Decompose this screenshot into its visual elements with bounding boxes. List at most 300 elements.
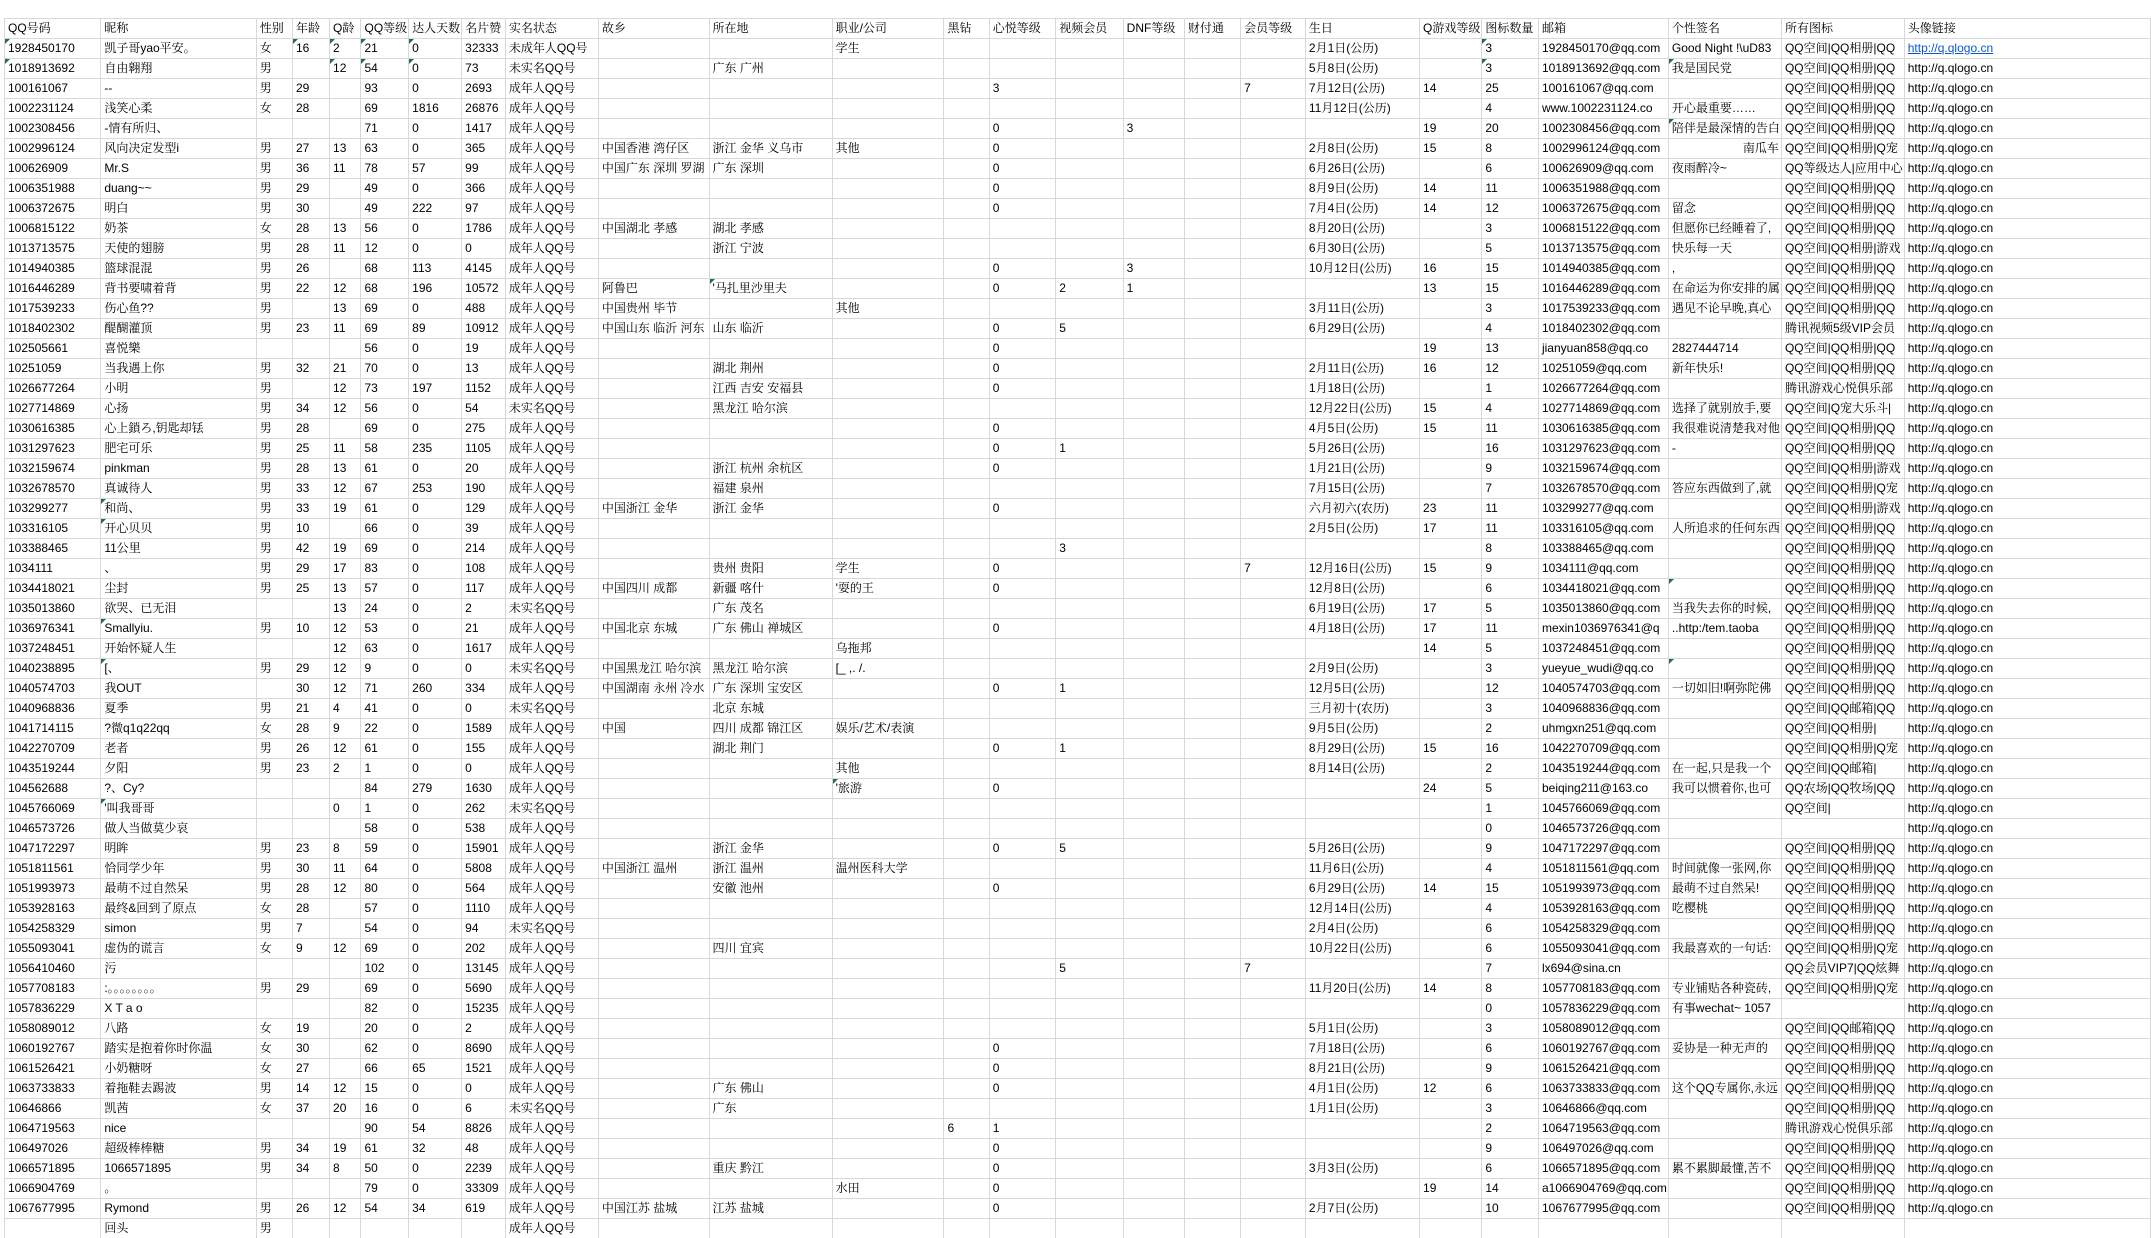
cell-hometown[interactable] xyxy=(598,799,709,819)
cell-caifutong[interactable] xyxy=(1184,979,1240,999)
cell-heizuan[interactable] xyxy=(944,39,989,59)
column-header-signature[interactable]: 个性签名 xyxy=(1668,19,1781,39)
cell-qgame-level[interactable] xyxy=(1420,1099,1482,1119)
cell-email[interactable]: 103316105@qq.com xyxy=(1538,519,1668,539)
cell-caifutong[interactable] xyxy=(1184,1219,1240,1238)
cell-nickname[interactable]: 踏实是抱着你时你温 xyxy=(101,1039,256,1059)
cell-gender[interactable] xyxy=(256,599,292,619)
cell-hometown[interactable]: 中国湖南 永州 冷水 xyxy=(598,679,709,699)
cell-email[interactable]: 1006351988@qq.com xyxy=(1538,179,1668,199)
cell-qqlevel[interactable]: 54 xyxy=(361,919,409,939)
cell-heizuan[interactable] xyxy=(944,759,989,779)
cell-qqlevel[interactable]: 50 xyxy=(361,1159,409,1179)
cell-job-company[interactable] xyxy=(832,159,944,179)
cell-hometown[interactable] xyxy=(598,259,709,279)
cell-video-vip[interactable] xyxy=(1056,639,1123,659)
cell-qgame-level[interactable]: 23 xyxy=(1420,499,1482,519)
cell-nickname[interactable]: 凯茜 xyxy=(101,1099,256,1119)
cell-icon-count[interactable]: 11 xyxy=(1482,419,1539,439)
cell-icon-count[interactable]: 14 xyxy=(1482,1179,1539,1199)
cell-nickname[interactable]: 最终&回到了原点 xyxy=(101,899,256,919)
cell-location[interactable]: 广东 佛山 xyxy=(709,1079,832,1099)
cell-qage[interactable]: 0 xyxy=(330,799,361,819)
cell-avatar-link[interactable]: http://q.qlogo.cn xyxy=(1904,679,2150,699)
cell-video-vip[interactable] xyxy=(1056,599,1123,619)
cell-age[interactable] xyxy=(292,799,329,819)
cell-age[interactable]: 33 xyxy=(292,499,329,519)
cell-gender[interactable]: 男 xyxy=(256,279,292,299)
cell-qage[interactable]: 12 xyxy=(330,639,361,659)
cell-hometown[interactable]: 中国 xyxy=(598,719,709,739)
cell-dnf-level[interactable] xyxy=(1123,1119,1184,1139)
cell-heizuan[interactable] xyxy=(944,1099,989,1119)
cell-gender[interactable]: 女 xyxy=(256,939,292,959)
cell-signature[interactable] xyxy=(1668,959,1781,979)
cell-all-icons[interactable]: QQ空间|QQ相册|QQ xyxy=(1781,639,1904,659)
cell-daren-days[interactable]: 65 xyxy=(409,1059,462,1079)
cell-job-company[interactable] xyxy=(832,59,944,79)
cell-job-company[interactable]: 其他 xyxy=(832,139,944,159)
cell-job-company[interactable] xyxy=(832,479,944,499)
cell-qgame-level[interactable]: 19 xyxy=(1420,1179,1482,1199)
cell-video-vip[interactable] xyxy=(1056,1059,1123,1079)
cell-gender[interactable]: 男 xyxy=(256,1079,292,1099)
cell-qq[interactable]: 1063733833 xyxy=(5,1079,101,1099)
cell-job-company[interactable] xyxy=(832,899,944,919)
cell-hometown[interactable] xyxy=(598,639,709,659)
cell-vip-level[interactable] xyxy=(1241,899,1306,919)
cell-nickname[interactable]: 肥宅可乐 xyxy=(101,439,256,459)
cell-icon-count[interactable]: 16 xyxy=(1482,739,1539,759)
cell-qqlevel[interactable]: 71 xyxy=(361,119,409,139)
cell-email[interactable]: www.1002231124.co xyxy=(1538,99,1668,119)
cell-video-vip[interactable] xyxy=(1056,579,1123,599)
cell-age[interactable]: 27 xyxy=(292,139,329,159)
cell-vip-level[interactable] xyxy=(1241,1039,1306,1059)
cell-signature[interactable]: 我最喜欢的一句话: xyxy=(1668,939,1781,959)
cell-card-likes[interactable]: 6 xyxy=(462,1099,506,1119)
cell-all-icons[interactable]: QQ空间|QQ相册|QQ xyxy=(1781,859,1904,879)
cell-birthday[interactable]: 7月12日(公历) xyxy=(1305,79,1419,99)
cell-xinyue-level[interactable]: 3 xyxy=(989,79,1056,99)
cell-xinyue-level[interactable] xyxy=(989,639,1056,659)
cell-job-company[interactable] xyxy=(832,279,944,299)
cell-vip-level[interactable] xyxy=(1241,1159,1306,1179)
cell-qq[interactable]: 1040574703 xyxy=(5,679,101,699)
cell-email[interactable]: yueyue_wudi@qq.co xyxy=(1538,659,1668,679)
cell-gender[interactable]: 男 xyxy=(256,1139,292,1159)
cell-age[interactable]: 29 xyxy=(292,79,329,99)
cell-location[interactable] xyxy=(709,519,832,539)
cell-all-icons[interactable]: QQ空间|QQ相册|QQ xyxy=(1781,1079,1904,1099)
cell-qgame-level[interactable]: 14 xyxy=(1420,639,1482,659)
cell-qq[interactable]: 1928450170 xyxy=(5,39,101,59)
cell-qqlevel[interactable]: 58 xyxy=(361,819,409,839)
cell-heizuan[interactable] xyxy=(944,1039,989,1059)
cell-email[interactable]: 100626909@qq.com xyxy=(1538,159,1668,179)
cell-gender[interactable]: 男 xyxy=(256,659,292,679)
cell-dnf-level[interactable] xyxy=(1123,439,1184,459)
cell-qgame-level[interactable]: 16 xyxy=(1420,359,1482,379)
cell-caifutong[interactable] xyxy=(1184,479,1240,499)
cell-card-likes[interactable]: 10912 xyxy=(462,319,506,339)
cell-avatar-link[interactable]: http://q.qlogo.cn xyxy=(1904,119,2150,139)
cell-email[interactable]: 1013713575@qq.com xyxy=(1538,239,1668,259)
cell-qage[interactable] xyxy=(330,919,361,939)
column-header-qqlevel[interactable]: QQ等级 xyxy=(361,19,409,39)
cell-icon-count[interactable]: 3 xyxy=(1482,699,1539,719)
cell-qq[interactable]: 1042270709 xyxy=(5,739,101,759)
cell-job-company[interactable] xyxy=(832,259,944,279)
cell-email[interactable]: 1054258329@qq.com xyxy=(1538,919,1668,939)
cell-all-icons[interactable]: QQ空间|QQ相册|QQ xyxy=(1781,619,1904,639)
cell-birthday[interactable]: 12月22日(公历) xyxy=(1305,399,1419,419)
cell-nickname[interactable]: ?、Cy? xyxy=(101,779,256,799)
cell-gender[interactable]: 男 xyxy=(256,79,292,99)
cell-birthday[interactable]: 2月4日(公历) xyxy=(1305,919,1419,939)
cell-card-likes[interactable]: 94 xyxy=(462,919,506,939)
cell-card-likes[interactable]: 2693 xyxy=(462,79,506,99)
cell-nickname[interactable]: 浅笑心柔 xyxy=(101,99,256,119)
cell-dnf-level[interactable] xyxy=(1123,1099,1184,1119)
cell-qq[interactable] xyxy=(5,1219,101,1238)
cell-age[interactable]: 29 xyxy=(292,659,329,679)
cell-gender[interactable]: 男 xyxy=(256,359,292,379)
cell-qgame-level[interactable] xyxy=(1420,459,1482,479)
cell-dnf-level[interactable] xyxy=(1123,399,1184,419)
cell-caifutong[interactable] xyxy=(1184,1199,1240,1219)
cell-qgame-level[interactable] xyxy=(1420,539,1482,559)
cell-realname-status[interactable]: 成年人QQ号 xyxy=(505,579,598,599)
cell-hometown[interactable] xyxy=(598,1179,709,1199)
cell-icon-count[interactable]: 3 xyxy=(1482,659,1539,679)
cell-video-vip[interactable] xyxy=(1056,1199,1123,1219)
cell-qage[interactable]: 13 xyxy=(330,219,361,239)
cell-xinyue-level[interactable] xyxy=(989,899,1056,919)
cell-location[interactable]: 湖北 荆州 xyxy=(709,359,832,379)
cell-dnf-level[interactable] xyxy=(1123,459,1184,479)
cell-age[interactable]: 29 xyxy=(292,179,329,199)
cell-dnf-level[interactable] xyxy=(1123,519,1184,539)
cell-avatar-link[interactable]: http://q.qlogo.cn xyxy=(1904,479,2150,499)
cell-all-icons[interactable]: QQ空间|QQ相册|游戏 xyxy=(1781,239,1904,259)
cell-location[interactable] xyxy=(709,799,832,819)
cell-daren-days[interactable]: 235 xyxy=(409,439,462,459)
cell-qq[interactable]: 1017539233 xyxy=(5,299,101,319)
cell-heizuan[interactable] xyxy=(944,539,989,559)
cell-vip-level[interactable] xyxy=(1241,1059,1306,1079)
cell-signature[interactable]: 一切如旧!啊弥陀佛 xyxy=(1668,679,1781,699)
cell-age[interactable] xyxy=(292,779,329,799)
cell-job-company[interactable] xyxy=(832,199,944,219)
cell-gender[interactable]: 男 xyxy=(256,699,292,719)
cell-qqlevel[interactable]: 69 xyxy=(361,419,409,439)
cell-caifutong[interactable] xyxy=(1184,1159,1240,1179)
cell-xinyue-level[interactable]: 0 xyxy=(989,839,1056,859)
cell-nickname[interactable]: 小明 xyxy=(101,379,256,399)
cell-nickname[interactable]: 当我遇上你 xyxy=(101,359,256,379)
cell-job-company[interactable] xyxy=(832,379,944,399)
cell-caifutong[interactable] xyxy=(1184,779,1240,799)
cell-email[interactable]: 1061526421@qq.com xyxy=(1538,1059,1668,1079)
cell-all-icons[interactable]: QQ空间|QQ邮箱| xyxy=(1781,759,1904,779)
column-header-birthday[interactable]: 生日 xyxy=(1305,19,1419,39)
cell-age[interactable]: 30 xyxy=(292,679,329,699)
cell-qq[interactable]: 1057836229 xyxy=(5,999,101,1019)
cell-video-vip[interactable] xyxy=(1056,999,1123,1019)
cell-qq[interactable]: 1041714115 xyxy=(5,719,101,739)
cell-location[interactable] xyxy=(709,99,832,119)
cell-age[interactable] xyxy=(292,1219,329,1238)
cell-birthday[interactable]: 4月1日(公历) xyxy=(1305,1079,1419,1099)
cell-qage[interactable] xyxy=(330,899,361,919)
cell-qgame-level[interactable] xyxy=(1420,1039,1482,1059)
cell-xinyue-level[interactable] xyxy=(989,479,1056,499)
cell-age[interactable]: 25 xyxy=(292,439,329,459)
cell-card-likes[interactable]: 39 xyxy=(462,519,506,539)
cell-birthday[interactable]: 7月4日(公历) xyxy=(1305,199,1419,219)
cell-realname-status[interactable]: 成年人QQ号 xyxy=(505,1199,598,1219)
cell-caifutong[interactable] xyxy=(1184,999,1240,1019)
cell-icon-count[interactable]: 15 xyxy=(1482,879,1539,899)
cell-hometown[interactable]: 中国浙江 金华 xyxy=(598,499,709,519)
cell-qq[interactable]: 1043519244 xyxy=(5,759,101,779)
cell-dnf-level[interactable] xyxy=(1123,39,1184,59)
cell-signature[interactable] xyxy=(1668,739,1781,759)
cell-email[interactable]: 1053928163@qq.com xyxy=(1538,899,1668,919)
cell-birthday[interactable]: 5月26日(公历) xyxy=(1305,439,1419,459)
cell-video-vip[interactable] xyxy=(1056,519,1123,539)
cell-hometown[interactable]: 中国北京 东城 xyxy=(598,619,709,639)
cell-card-likes[interactable]: 0 xyxy=(462,759,506,779)
cell-heizuan[interactable] xyxy=(944,259,989,279)
cell-daren-days[interactable]: 0 xyxy=(409,879,462,899)
cell-nickname[interactable]: -情有所归、 xyxy=(101,119,256,139)
cell-icon-count[interactable]: 3 xyxy=(1482,219,1539,239)
cell-all-icons[interactable]: QQ空间|QQ相册|QQ xyxy=(1781,339,1904,359)
cell-qage[interactable]: 19 xyxy=(330,539,361,559)
cell-dnf-level[interactable] xyxy=(1123,739,1184,759)
cell-video-vip[interactable] xyxy=(1056,159,1123,179)
cell-qq[interactable]: 103299277 xyxy=(5,499,101,519)
cell-icon-count[interactable]: 1 xyxy=(1482,799,1539,819)
cell-all-icons[interactable]: QQ空间|QQ相册|Q宠 xyxy=(1781,739,1904,759)
cell-signature[interactable] xyxy=(1668,839,1781,859)
cell-vip-level[interactable] xyxy=(1241,279,1306,299)
cell-email[interactable]: 1032678570@qq.com xyxy=(1538,479,1668,499)
cell-icon-count[interactable]: 15 xyxy=(1482,279,1539,299)
cell-signature[interactable]: ..http:/tem.taoba xyxy=(1668,619,1781,639)
cell-birthday[interactable] xyxy=(1305,999,1419,1019)
cell-qage[interactable] xyxy=(330,819,361,839)
cell-caifutong[interactable] xyxy=(1184,639,1240,659)
cell-dnf-level[interactable] xyxy=(1123,1039,1184,1059)
cell-dnf-level[interactable] xyxy=(1123,679,1184,699)
cell-email[interactable]: 1057708183@qq.com xyxy=(1538,979,1668,999)
cell-dnf-level[interactable] xyxy=(1123,999,1184,1019)
cell-job-company[interactable] xyxy=(832,439,944,459)
cell-nickname[interactable]: simon xyxy=(101,919,256,939)
cell-xinyue-level[interactable] xyxy=(989,239,1056,259)
cell-daren-days[interactable]: 0 xyxy=(409,119,462,139)
cell-qage[interactable]: 12 xyxy=(330,1079,361,1099)
cell-qage[interactable] xyxy=(330,119,361,139)
cell-dnf-level[interactable] xyxy=(1123,839,1184,859)
cell-realname-status[interactable]: 成年人QQ号 xyxy=(505,979,598,999)
cell-job-company[interactable] xyxy=(832,1199,944,1219)
cell-qgame-level[interactable]: 24 xyxy=(1420,779,1482,799)
cell-qage[interactable] xyxy=(330,79,361,99)
cell-hometown[interactable]: 中国山东 临沂 河东 xyxy=(598,319,709,339)
cell-dnf-level[interactable] xyxy=(1123,479,1184,499)
cell-gender[interactable]: 男 xyxy=(256,439,292,459)
cell-video-vip[interactable] xyxy=(1056,719,1123,739)
cell-qage[interactable] xyxy=(330,99,361,119)
cell-location[interactable]: 山东 临沂 xyxy=(709,319,832,339)
cell-signature[interactable]: 妥协是一种无声的 xyxy=(1668,1039,1781,1059)
cell-heizuan[interactable] xyxy=(944,879,989,899)
cell-xinyue-level[interactable]: 0 xyxy=(989,319,1056,339)
cell-age[interactable]: 34 xyxy=(292,1139,329,1159)
cell-all-icons[interactable]: QQ空间|QQ相册|QQ xyxy=(1781,179,1904,199)
cell-qq[interactable]: 1002231124 xyxy=(5,99,101,119)
cell-birthday[interactable]: 8月9日(公历) xyxy=(1305,179,1419,199)
cell-hometown[interactable] xyxy=(598,1059,709,1079)
cell-age[interactable]: 37 xyxy=(292,1099,329,1119)
cell-qq[interactable]: 1067677995 xyxy=(5,1199,101,1219)
cell-heizuan[interactable] xyxy=(944,79,989,99)
cell-icon-count[interactable]: 13 xyxy=(1482,339,1539,359)
cell-signature[interactable]: 最萌不过自然呆! xyxy=(1668,879,1781,899)
cell-xinyue-level[interactable] xyxy=(989,959,1056,979)
cell-signature[interactable]: 累不累脚最懂,苦不 xyxy=(1668,1159,1781,1179)
cell-daren-days[interactable]: 279 xyxy=(409,779,462,799)
cell-daren-days[interactable]: 0 xyxy=(409,699,462,719)
cell-signature[interactable]: 当我失去你的时候, xyxy=(1668,599,1781,619)
cell-card-likes[interactable]: 2239 xyxy=(462,1159,506,1179)
cell-birthday[interactable]: 6月19日(公历) xyxy=(1305,599,1419,619)
cell-video-vip[interactable] xyxy=(1056,1139,1123,1159)
cell-daren-days[interactable]: 57 xyxy=(409,159,462,179)
cell-xinyue-level[interactable] xyxy=(989,659,1056,679)
cell-qqlevel[interactable]: 69 xyxy=(361,539,409,559)
cell-qgame-level[interactable]: 13 xyxy=(1420,279,1482,299)
cell-caifutong[interactable] xyxy=(1184,199,1240,219)
cell-qgame-level[interactable]: 15 xyxy=(1420,739,1482,759)
cell-xinyue-level[interactable] xyxy=(989,399,1056,419)
cell-icon-count[interactable]: 8 xyxy=(1482,139,1539,159)
cell-age[interactable]: 22 xyxy=(292,279,329,299)
cell-card-likes[interactable]: 73 xyxy=(462,59,506,79)
cell-gender[interactable]: 男 xyxy=(256,499,292,519)
cell-video-vip[interactable] xyxy=(1056,879,1123,899)
cell-daren-days[interactable]: 34 xyxy=(409,1199,462,1219)
cell-xinyue-level[interactable] xyxy=(989,859,1056,879)
cell-avatar-link[interactable]: http://q.qlogo.cn xyxy=(1904,1159,2150,1179)
cell-qq[interactable]: 104562688 xyxy=(5,779,101,799)
cell-caifutong[interactable] xyxy=(1184,159,1240,179)
cell-vip-level[interactable] xyxy=(1241,139,1306,159)
cell-hometown[interactable] xyxy=(598,1219,709,1238)
cell-daren-days[interactable]: 0 xyxy=(409,639,462,659)
cell-heizuan[interactable]: 6 xyxy=(944,1119,989,1139)
cell-birthday[interactable]: 2月9日(公历) xyxy=(1305,659,1419,679)
cell-all-icons[interactable]: QQ空间|QQ相册|QQ xyxy=(1781,899,1904,919)
cell-daren-days[interactable]: 0 xyxy=(409,619,462,639)
cell-icon-count[interactable]: 8 xyxy=(1482,539,1539,559)
cell-realname-status[interactable]: 成年人QQ号 xyxy=(505,739,598,759)
cell-caifutong[interactable] xyxy=(1184,1179,1240,1199)
column-header-qq[interactable]: QQ号码 xyxy=(5,19,101,39)
cell-qqlevel[interactable]: 90 xyxy=(361,1119,409,1139)
cell-qq[interactable]: 1032678570 xyxy=(5,479,101,499)
cell-card-likes[interactable]: 32333 xyxy=(462,39,506,59)
cell-vip-level[interactable] xyxy=(1241,939,1306,959)
cell-age[interactable]: 28 xyxy=(292,219,329,239)
cell-caifutong[interactable] xyxy=(1184,259,1240,279)
cell-caifutong[interactable] xyxy=(1184,599,1240,619)
cell-age[interactable]: 28 xyxy=(292,459,329,479)
cell-caifutong[interactable] xyxy=(1184,299,1240,319)
cell-location[interactable]: 福建 泉州 xyxy=(709,479,832,499)
cell-xinyue-level[interactable]: 0 xyxy=(989,199,1056,219)
cell-qgame-level[interactable]: 19 xyxy=(1420,119,1482,139)
cell-all-icons[interactable]: QQ空间|QQ相册|游戏 xyxy=(1781,459,1904,479)
cell-avatar-link[interactable]: http://q.qlogo.cn xyxy=(1904,1039,2150,1059)
cell-signature[interactable] xyxy=(1668,1219,1781,1238)
cell-qgame-level[interactable] xyxy=(1420,839,1482,859)
cell-caifutong[interactable] xyxy=(1184,1119,1240,1139)
cell-daren-days[interactable]: 0 xyxy=(409,1039,462,1059)
cell-email[interactable]: 1042270709@qq.com xyxy=(1538,739,1668,759)
cell-icon-count[interactable]: 7 xyxy=(1482,479,1539,499)
cell-qqlevel[interactable]: 70 xyxy=(361,359,409,379)
cell-card-likes[interactable]: 15901 xyxy=(462,839,506,859)
cell-location[interactable]: 江苏 盐城 xyxy=(709,1199,832,1219)
cell-qqlevel[interactable]: 68 xyxy=(361,279,409,299)
cell-qgame-level[interactable] xyxy=(1420,1219,1482,1238)
cell-icon-count[interactable]: 3 xyxy=(1482,1099,1539,1119)
cell-icon-count[interactable]: 6 xyxy=(1482,1079,1539,1099)
cell-realname-status[interactable]: 未实名QQ号 xyxy=(505,599,598,619)
cell-realname-status[interactable]: 成年人QQ号 xyxy=(505,859,598,879)
cell-icon-count[interactable]: 20 xyxy=(1482,119,1539,139)
cell-location[interactable]: 湖北 荆门 xyxy=(709,739,832,759)
cell-email[interactable]: 1064719563@qq.com xyxy=(1538,1119,1668,1139)
cell-gender[interactable]: 女 xyxy=(256,719,292,739)
cell-caifutong[interactable] xyxy=(1184,519,1240,539)
cell-job-company[interactable] xyxy=(832,1039,944,1059)
cell-qage[interactable]: 11 xyxy=(330,439,361,459)
cell-xinyue-level[interactable]: 0 xyxy=(989,1199,1056,1219)
cell-signature[interactable]: 但愿你已经睡着了, xyxy=(1668,219,1781,239)
cell-daren-days[interactable]: 113 xyxy=(409,259,462,279)
cell-heizuan[interactable] xyxy=(944,479,989,499)
cell-xinyue-level[interactable] xyxy=(989,979,1056,999)
column-header-nickname[interactable]: 昵称 xyxy=(101,19,256,39)
cell-heizuan[interactable] xyxy=(944,239,989,259)
cell-gender[interactable] xyxy=(256,639,292,659)
cell-age[interactable]: 7 xyxy=(292,919,329,939)
cell-vip-level[interactable] xyxy=(1241,179,1306,199)
cell-vip-level[interactable] xyxy=(1241,1079,1306,1099)
cell-qq[interactable]: 103388465 xyxy=(5,539,101,559)
cell-vip-level[interactable] xyxy=(1241,319,1306,339)
cell-nickname[interactable]: 心上鎖ろ,钥匙却铥 xyxy=(101,419,256,439)
cell-signature[interactable] xyxy=(1668,1139,1781,1159)
cell-video-vip[interactable]: 1 xyxy=(1056,679,1123,699)
cell-qage[interactable]: 12 xyxy=(330,939,361,959)
